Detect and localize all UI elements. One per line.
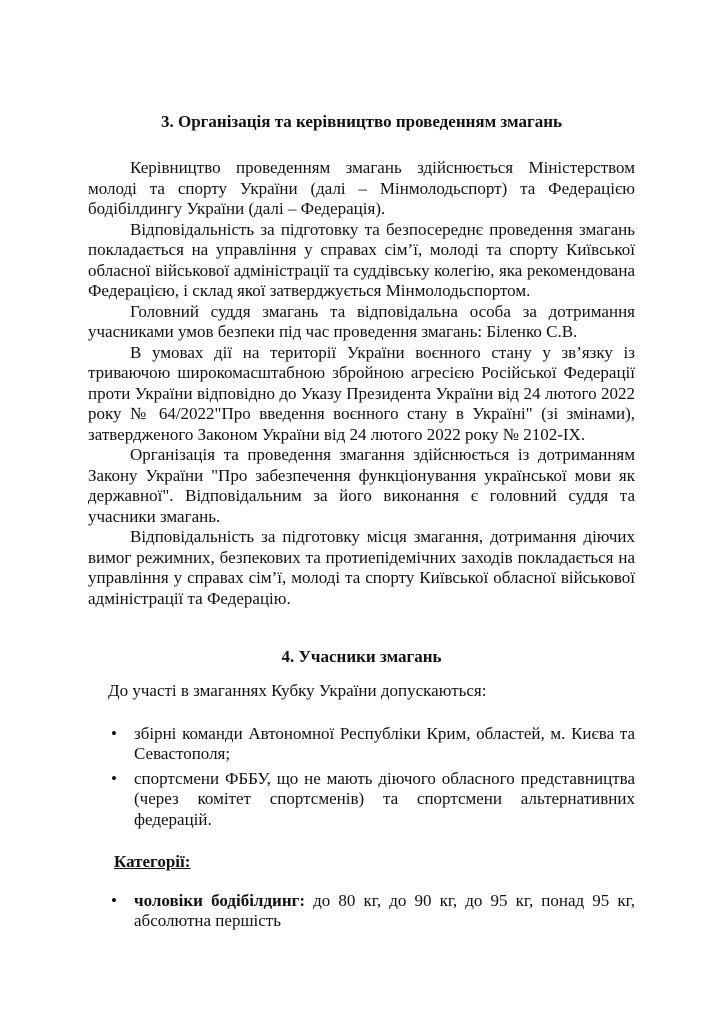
list-item xyxy=(88,724,635,765)
categories-heading xyxy=(114,852,635,873)
section-3-paragraph-5: Організація та проведення змагання здійснюється із дотриманням Закону України "Про забезпечення функціонування української мови як державної". Відповідальним за його виконання є головний суддя та учасники змагань. xyxy=(88,445,635,526)
section-3-title: 3. Організація та керівництво проведенням змагань xyxy=(161,112,562,131)
section-3-paragraph-1: Керівництво проведенням змагань здійснюється Міністерством молоді та спорту України (далі – Мінмолодьспорт) та Федерацією бодібілдингу України (далі – Федерація). xyxy=(88,158,635,218)
section-3-paragraph-4: В умовах дії на території України воєнного стану у зв’язку із триваючою широкомасштабною збройною агресією Російської Федерації проти України відповідно до Указу Президента України від 24 лютого 2022 року № 64/2022"Про введення воєнного стану в Україні" (зі змінами), затвердженого Законом України від 24 лютого 2022 року № 2102-IX. xyxy=(88,342,635,444)
categories-heading-text: Категорії: xyxy=(114,852,191,871)
document-content xyxy=(88,112,635,936)
bullet-icon: • xyxy=(111,890,117,910)
section-4-title: 4. Учасники змагань xyxy=(281,647,442,666)
section-3-paragraph-2: Відповідальність за підготовку та безпосереднє проведення змагань покладається на управління у справах сім’ї, молоді та спорту Київської обласної військової адміністрації та суддівську колегію, яка рекомендована Федерацією, і склад якої затверджується Мінмолодьспортом. xyxy=(88,219,635,300)
list-item-text: спортсмени ФББУ, що не мають діючого обласного представництва (через комітет спортсменів) та спортсмени альтернативних федерацій. xyxy=(134,768,635,829)
bullet-icon: • xyxy=(111,768,117,788)
list-item xyxy=(88,769,635,831)
list-item-text: збірні команди Автономної Республіки Крим, областей, м. Києва та Севастополя; xyxy=(134,723,635,763)
categories-list xyxy=(88,891,635,932)
category-label: чоловіки бодібілдинг: xyxy=(134,890,306,910)
section-4-intro: До участі в змаганнях Кубку України допускаються: xyxy=(108,681,487,700)
category-text: до 80 кг, до 90 кг, до 95 кг, понад 95 кг, абсолютна першість xyxy=(134,890,635,930)
list-item xyxy=(88,891,635,932)
section-3-paragraph-3: Головний суддя змагань та відповідальна особа за дотримання учасниками умов безпеки під час проведення змагань: Біленко С.В. xyxy=(88,301,635,341)
participants-list xyxy=(88,724,635,831)
bullet-icon: • xyxy=(111,723,117,743)
section-3-paragraph-6: Відповідальність за підготовку місця змагання, дотримання діючих вимог режимних, безпекових та протиепідемічних заходів покладається на управління у справах сім’ї, молоді та спорту Київської обласної військової адміністрації та Федерацію. xyxy=(88,527,635,608)
